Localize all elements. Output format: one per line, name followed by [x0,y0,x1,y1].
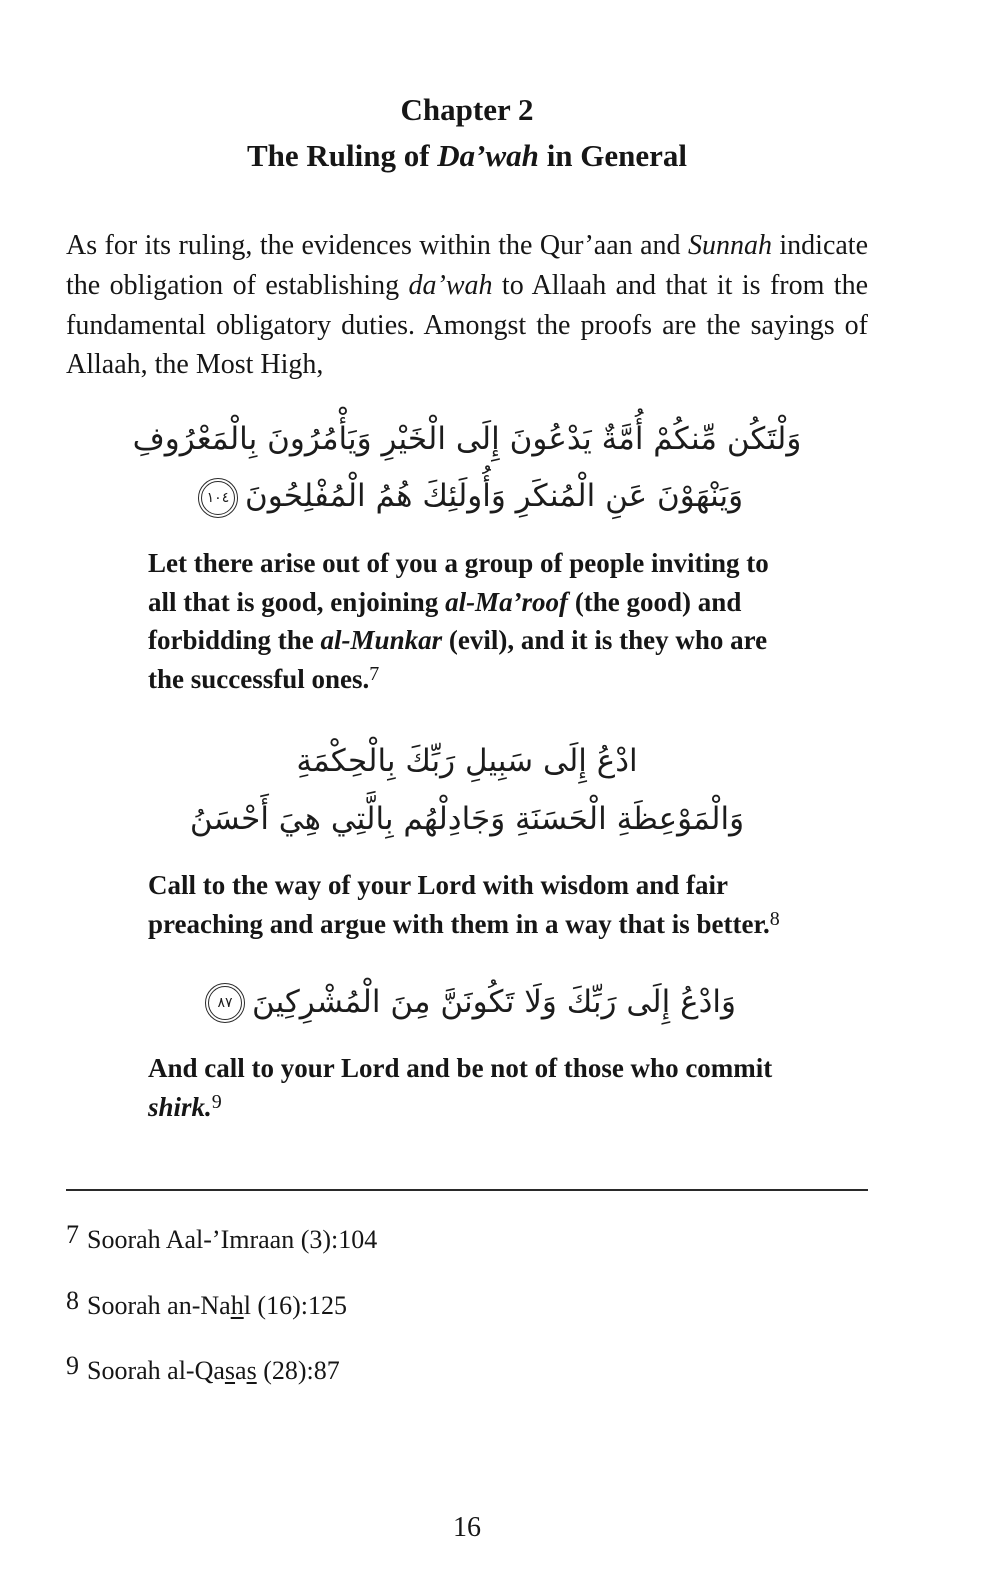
text-run-underlined: s [246,1356,257,1386]
translation-3-104 [148,544,798,700]
verse-number-medallion: ١٠٤ [201,481,235,515]
text-run: وَيَنْهَوْنَ عَنِ الْمُنكَرِ وَأُولَئِكَ هُمُ الْمُفْلِحُونَ [244,478,744,515]
footnote-divider [66,1189,868,1191]
arabic-line [66,468,868,525]
footnote-8 [66,1285,868,1323]
footnote-reference-7: 7 [369,663,380,686]
text-run-italic: al-Munkar [320,625,443,656]
chapter-title [66,138,868,174]
quran-verse-28-87-arabic [66,974,868,1031]
text-run: Call to the way of your Lord with wisdom and fair preaching and argue with them in a way that is better. [148,869,770,939]
footnote-9 [66,1351,868,1388]
text-run: a [235,1356,247,1386]
text-run-underlined: s [224,1356,236,1386]
intro-paragraph [66,226,868,385]
arabic-line: وَالْمَوْعِظَةِ الْحَسَنَةِ وَجَادِلْهُم بِالَّتِي هِيَ أَحْسَنُ [189,800,745,837]
translation-16-125 [148,866,798,944]
text-run: Soorah Aal-’Imraan (3):104 [87,1224,378,1254]
text-run: l (16):125 [243,1290,347,1320]
text-run: (evil), and it is they who are the successful ones. [148,625,768,695]
chapter-number: Chapter 2 [400,92,534,127]
footnote-number: 7 [66,1219,79,1249]
text-run: Soorah al-Qa [87,1356,225,1386]
arabic-line: ادْعُ إِلَى سَبِيلِ رَبِّكَ بِالْحِكْمَةِ [296,743,638,780]
quran-verse-16-125-arabic [66,733,868,848]
text-run: And call to your Lord and be not of those who commit [148,1052,773,1083]
text-run: in General [538,138,688,173]
text-run-underlined: h [230,1290,244,1320]
text-run-italic: da’wah [408,269,493,301]
text-run: The Ruling of [246,138,438,173]
translation-28-87 [148,1049,798,1127]
footnote-reference-9: 9 [211,1090,222,1113]
text-run: (the good) and forbidding the [148,586,742,656]
footnote-number: 9 [66,1351,79,1381]
footnote-reference-8: 8 [769,907,780,930]
text-run-italic: shirk. [148,1091,212,1122]
arabic-line [66,974,868,1031]
arabic-line: وَلْتَكُن مِّنكُمْ أُمَّةٌ يَدْعُونَ إِلَى الْخَيْرِ وَيَأْمُرُونَ بِالْمَعْرُوفِ [132,421,802,457]
text-run: indicate the obligation of establishing [66,230,869,301]
text-run: (28):87 [256,1356,340,1386]
text-run: Soorah an-Na [87,1290,231,1320]
quran-verse-3-104-arabic [66,411,868,526]
text-run: وَادْعُ إِلَى رَبِّكَ وَلَا تَكُونَنَّ مِنَ الْمُشْرِكِينَ [252,983,736,1020]
footnote-number: 8 [66,1285,79,1315]
footnote-7 [66,1219,868,1257]
text-run: As for its ruling, the evidences within the Qur’aan and [66,230,688,261]
text-run-italic: Sunnah [687,230,772,261]
verse-number-medallion: ٨٧ [208,986,242,1020]
text-run-italic: al-Ma’roof [445,586,569,617]
text-run: Let there arise out of you a group of people inviting to all that is good, enjoining [148,547,769,617]
text-run-italic: Da’wah [437,138,539,173]
page-number: 16 [453,1512,481,1543]
text-run: to Allaah and that it is from the fundamental obligatory duties. Amongst the proofs are the sayings of Allaah, the Most High, [66,269,869,381]
